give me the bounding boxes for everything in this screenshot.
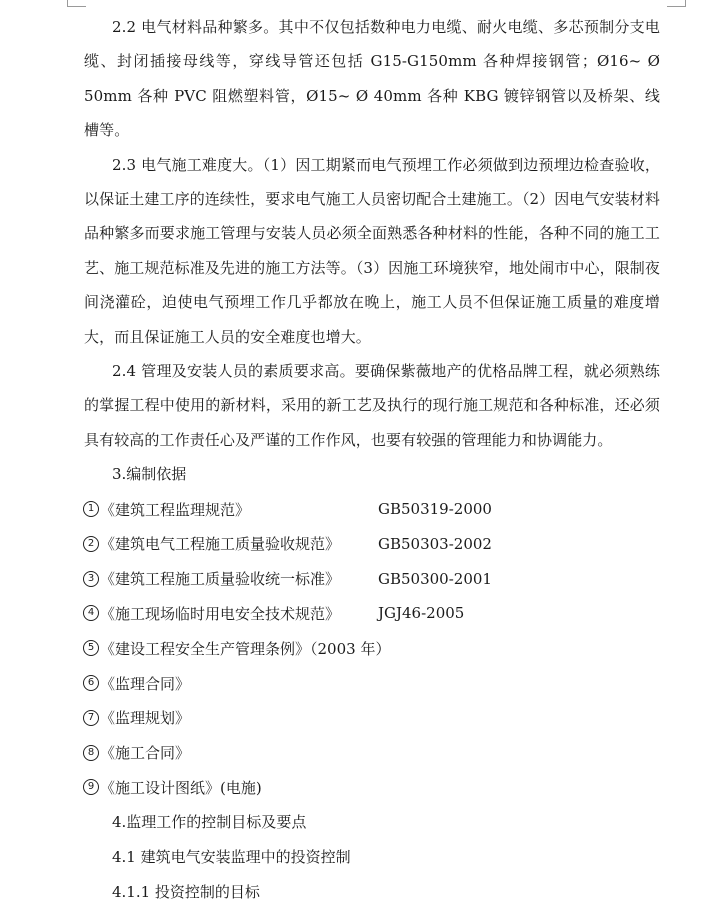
- reference-title: 《建设工程安全生产管理条例》（2003 年）: [100, 639, 391, 658]
- section-4-1-1-heading: 4.1.1 投资控制的目标: [112, 882, 260, 901]
- section-4-heading: 4.监理工作的控制目标及要点: [112, 813, 307, 832]
- section-3-heading: 3.编制依据: [112, 465, 187, 484]
- reference-code: GB50303-2002: [378, 534, 492, 553]
- reference-item: [84, 527, 660, 562]
- reference-title: 《施工合同》: [100, 744, 191, 763]
- paragraph-2-4: 2.4 管理及安装人员的素质要求高。要确保紫薇地产的优格品牌工程，就必须熟练的掌握工程中使用的新材料，采用的新工艺及执行的现行施工规范和各种标准，还必须具有较高的工作责任心及严谨的工作作风，也要有较强的管理能力和协调能力。: [84, 362, 660, 449]
- reference-item: [84, 596, 660, 631]
- reference-title: 《建筑工程施工质量验收统一标准》: [100, 570, 341, 589]
- circled-number: 8: [83, 745, 99, 761]
- circled-number: 2: [83, 536, 99, 552]
- page-corner-mark-left: [67, 0, 86, 7]
- reference-item: [84, 770, 660, 805]
- reference-code: GB50319-2000: [378, 500, 492, 519]
- circled-number: 9: [83, 779, 99, 795]
- circled-number: 7: [83, 710, 99, 726]
- circled-number: 4: [83, 605, 99, 621]
- reference-item: [84, 666, 660, 701]
- circled-number: 3: [83, 571, 99, 587]
- document-page: [84, 10, 660, 910]
- reference-item: [84, 736, 660, 771]
- reference-item: [84, 631, 660, 666]
- paragraph-2-2: 2.2 电气材料品种繁多。其中不仅包括数种电力电缆、耐火电缆、多芯预制分支电缆、封闭插接母线等，穿线导管还包括 G15-G150mm 各种焊接钢管；Ø16~ Ø 50mm 各种 PVC 阻燃塑料管，Ø15~ Ø 40mm 各种 KBG 镀锌钢管以及桥架、线槽等。: [84, 18, 660, 140]
- reference-code: GB50300-2001: [378, 569, 492, 588]
- reference-item: [84, 701, 660, 736]
- reference-title: 《建筑工程监理规范》: [100, 500, 251, 519]
- paragraph-2-3: 2.3 电气施工难度大。（1）因工期紧而电气预埋工作必须做到边预埋边检查验收，以保证土建工序的连续性，要求电气施工人员密切配合土建施工。（2）因电气安装材料品种繁多而要求施工管理与安装人员必须全面熟悉各种材料的性能，各种不同的施工工艺、施工规范标准及先进的施工方法等。（3）因施工环境狭窄，地处闹市中心，限制夜间浇灌砼，迫使电气预埋工作几乎都放在晚上，施工人员不但保证施工质量的难度增大，而且保证施工人员的安全难度也增大。: [84, 155, 660, 346]
- reference-item: [84, 562, 660, 597]
- reference-title: 《施工设计图纸》(电施): [100, 779, 262, 798]
- circled-number: 6: [83, 675, 99, 691]
- reference-title: 《监理规划》: [100, 709, 191, 728]
- reference-item: [84, 492, 660, 527]
- reference-title: 《监理合同》: [100, 674, 191, 693]
- reference-code: JGJ46-2005: [378, 604, 465, 623]
- reference-title: 《建筑电气工程施工质量验收规范》: [100, 535, 341, 554]
- reference-title: 《施工现场临时用电安全技术规范》: [100, 605, 341, 624]
- reference-list: [84, 492, 660, 805]
- circled-number: 5: [83, 640, 99, 656]
- section-4-1-heading: 4.1 建筑电气安装监理中的投资控制: [112, 848, 351, 867]
- circled-number: 1: [83, 501, 99, 517]
- page-corner-mark-right: [667, 0, 686, 7]
